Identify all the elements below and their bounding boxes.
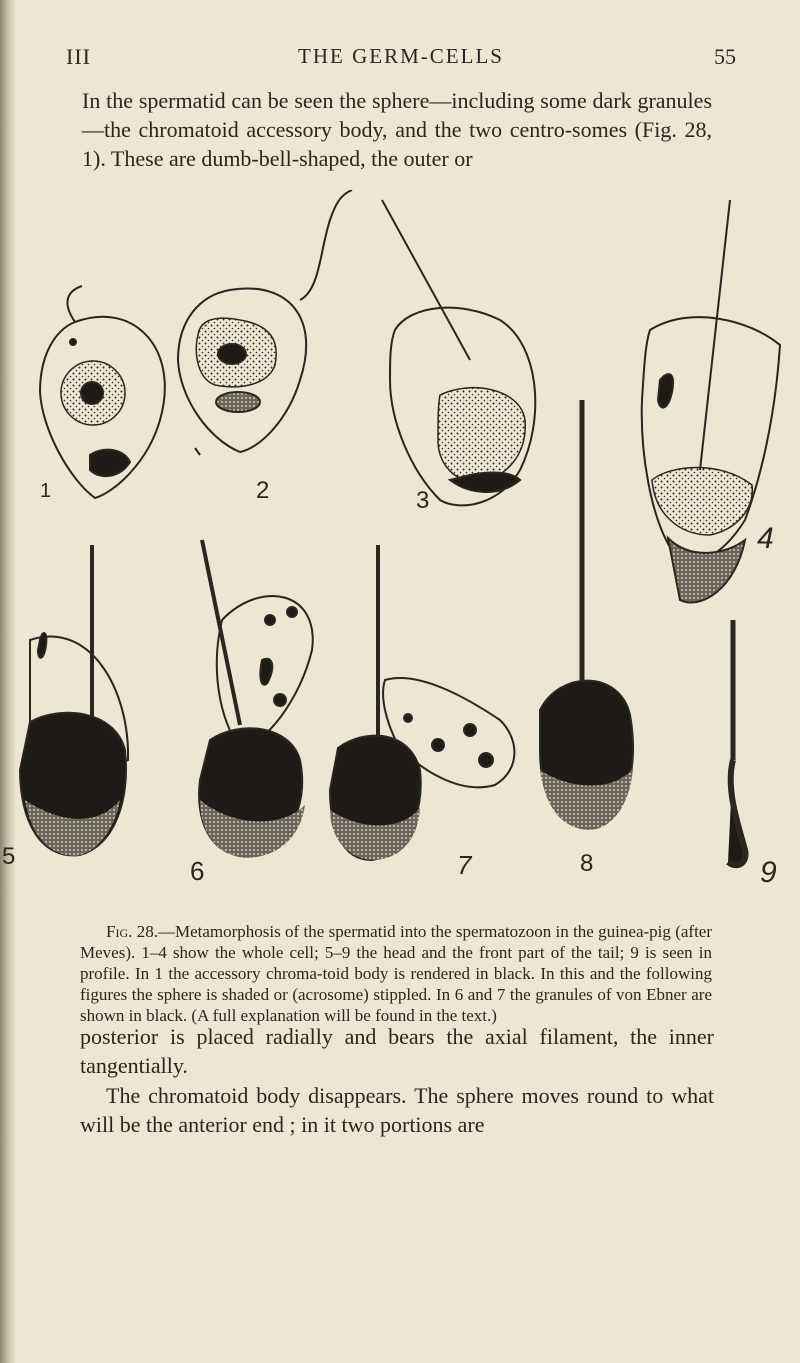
figure-label-7: 7 [457, 850, 472, 880]
figure-28-illustration [0, 190, 800, 900]
figure-label-1: 1 [40, 480, 52, 502]
figure-label-8: 8 [580, 850, 594, 877]
paragraph-top: In the spermatid can be seen the sphere—including some dark granules—the chromatoid accessory body, and the two centro-somes (Fig. 28, 1). These are dumb-bell-shaped, the outer or [82, 88, 712, 171]
figure-label-6: 6 [190, 856, 205, 886]
paragraph-chromatoid: The chromatoid body disappears. The sphere moves round to what will be the anterior end ; in it two portions are [80, 1083, 714, 1137]
cell-7 [330, 545, 514, 860]
cell-8 [540, 400, 633, 830]
cell-5 [20, 545, 128, 856]
figure-label-2: 2 [256, 477, 270, 504]
running-header [66, 44, 736, 74]
figure-label-3: 3 [416, 487, 430, 514]
chapter-number: III [66, 44, 91, 69]
figure-label-9: 9 [760, 856, 777, 889]
figure-caption [80, 921, 712, 1026]
caption-lead: Fig. 28. [106, 922, 158, 941]
cell-9 [728, 620, 746, 865]
cell-1 [40, 286, 165, 498]
page-number: 55 [714, 44, 736, 69]
running-title: THE GERM-CELLS [298, 44, 504, 68]
figure-label-4: 4 [757, 522, 774, 555]
caption-text: —Metamorphosis of the spermatid into the spermatozoon in the guinea-pig (after Meves). 1–4 show the whole cell; 5–9 the head and the front part of the tail; 9 is seen in profile. In 1 the accessory chroma-toid body is rendered in black. In this and the following figures the sphere is shaded or (acrosome) stippled. In 6 and 7 the granules of von Ebner are shown in black. (A full explanation will be found in the text.) [80, 922, 713, 1025]
cell-6 [199, 540, 313, 858]
paragraph-posterior: posterior is placed radially and bears the axial filament, the inner tangentially. [80, 1024, 714, 1078]
cell-3 [382, 200, 535, 505]
cell-2 [178, 190, 352, 455]
figure-label-5: 5 [2, 843, 16, 870]
